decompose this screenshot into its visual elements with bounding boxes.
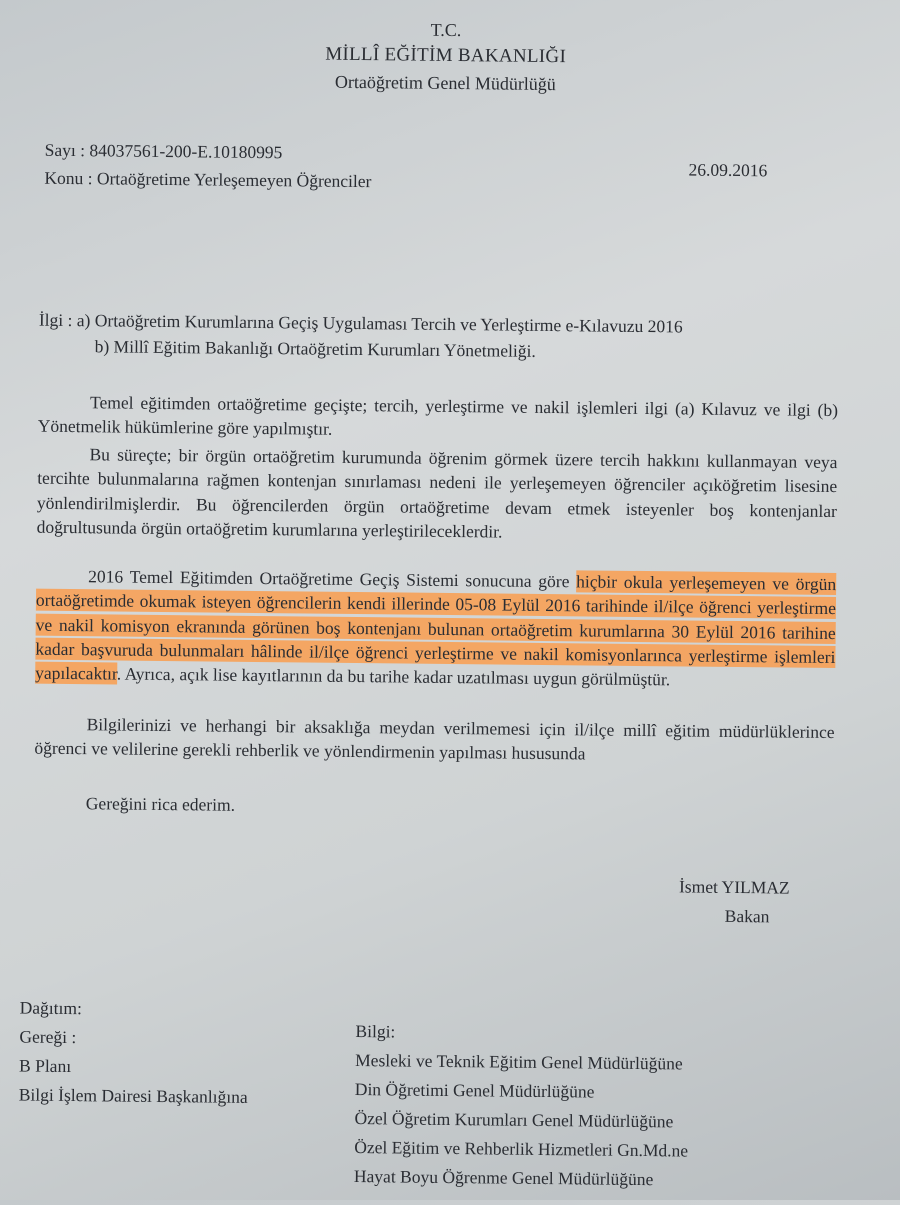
header-directorate: Ortaöğretim Genel Müdürlüğü (334, 71, 556, 95)
sayi-line: Sayı : 84037561-200-E.10180995 (44, 139, 283, 163)
signature-name: İsmet YILMAZ (678, 876, 790, 898)
paragraph-4: Bilgilerinizi ve herhangi bir aksaklığa meydan verilmemesi için il/ilçe millî eğitim müdürlüklerince öğrenci ve velilerine gerekli rehberlik ve yönlendirmenin yapılması hususunda (34, 714, 835, 764)
bilgi-label: Bilgi: (355, 1021, 396, 1042)
list-item: Özel Öğretim Kurumları Genel Müdürlüğüne (354, 1108, 674, 1132)
header-tc: T.C. (430, 19, 462, 41)
signature-title: Bakan (724, 905, 770, 927)
list-item: B Planı (18, 1055, 72, 1077)
list-item: Özel Eğitim ve Rehberlik Hizmetleri Gn.Md.ne (354, 1137, 689, 1161)
ilgi-a: İlgi : a) Ortaöğretim Kurumlarına Geçiş Uygulaması Tercih ve Yerleştirme e-Kılavuzu 2016 (38, 309, 683, 337)
paragraph-3-start: 2016 Temel Eğitimden Ortaöğretime Geçiş Sistemi sonucuna göre (88, 566, 577, 592)
geregi-label: Gereği : (19, 1026, 77, 1048)
list-item: Bilgi İşlem Dairesi Başkanlığına (18, 1084, 248, 1107)
distribution-block (19, 994, 249, 1112)
ilgi-b: b) Millî Eğitim Bakanlığı Ortaöğretim Kurumları Yönetmeliği. (94, 336, 536, 361)
paragraph-3 (35, 564, 836, 694)
bilgi-block (354, 1017, 690, 1194)
date: 26.09.2016 (688, 159, 768, 181)
list-item: Din Öğretimi Genel Müdürlüğüne (354, 1079, 595, 1102)
header-ministry: MİLLÎ EĞİTİM BAKANLIĞI (325, 43, 567, 68)
paragraph-2: Bu süreçte; bir örgün ortaöğretim kurumunda öğrenim görmek üzere tercih hakkını kullanmayan veya tercihte bulunmalarına rağmen kontenjan sınırlaması nedeni ile yerleşemeyen öğrenciler açıköğretim lisesine yönlendirilmişlerdir. Bu öğrencilerden örgün ortaöğretime devam etmek isteyenler boş kontenjanlar doğrultusunda örgün ortaöğretim kurumlarına yerleştirileceklerdir. (36, 444, 838, 542)
konu-line: Konu : Ortaöğretime Yerleşemeyen Öğrenciler (44, 167, 372, 192)
distribution-heading: Dağıtım: (19, 997, 83, 1019)
paragraph-3-end: . Ayrıca, açık lise kayıtlarının da bu tarihe kadar uzatılması uygun görülmüştür. (116, 663, 671, 690)
list-item: Hayat Boyu Öğrenme Genel Müdürlüğüne (353, 1166, 654, 1190)
list-item: Mesleki ve Teknik Eğitim Genel Müdürlüğüne (355, 1050, 683, 1074)
highlighted-text: hiçbir okula yerleşemeyen ve örgün ortaöğretimde okumak isteyen öğrencilerin kendi illerinde 05-08 Eylül 2016 tarihinde il/ilçe öğrenci yerleştirme ve nakil komisyon ekranında görünen boş kontenjanı bulunan ortaöğretim kurumlarına 30 Eylül 2016 tarihine kadar başvuruda bulunmaları hâlinde il/ilçe öğrenci yerleştirme ve nakil komisyonlarınca yerleştirme işlemleri yapılacaktır (35, 571, 837, 684)
paragraph-5: Gereğini rica ederim. (85, 793, 236, 815)
paragraph-1: Temel eğitimden ortaöğretime geçişte; tercih, yerleştirme ve nakil işlemleri ilgi (a) Kılavuz ve ilgi (b) Yönetmelik hükümlerine göre yapılmıştır. (37, 392, 839, 440)
